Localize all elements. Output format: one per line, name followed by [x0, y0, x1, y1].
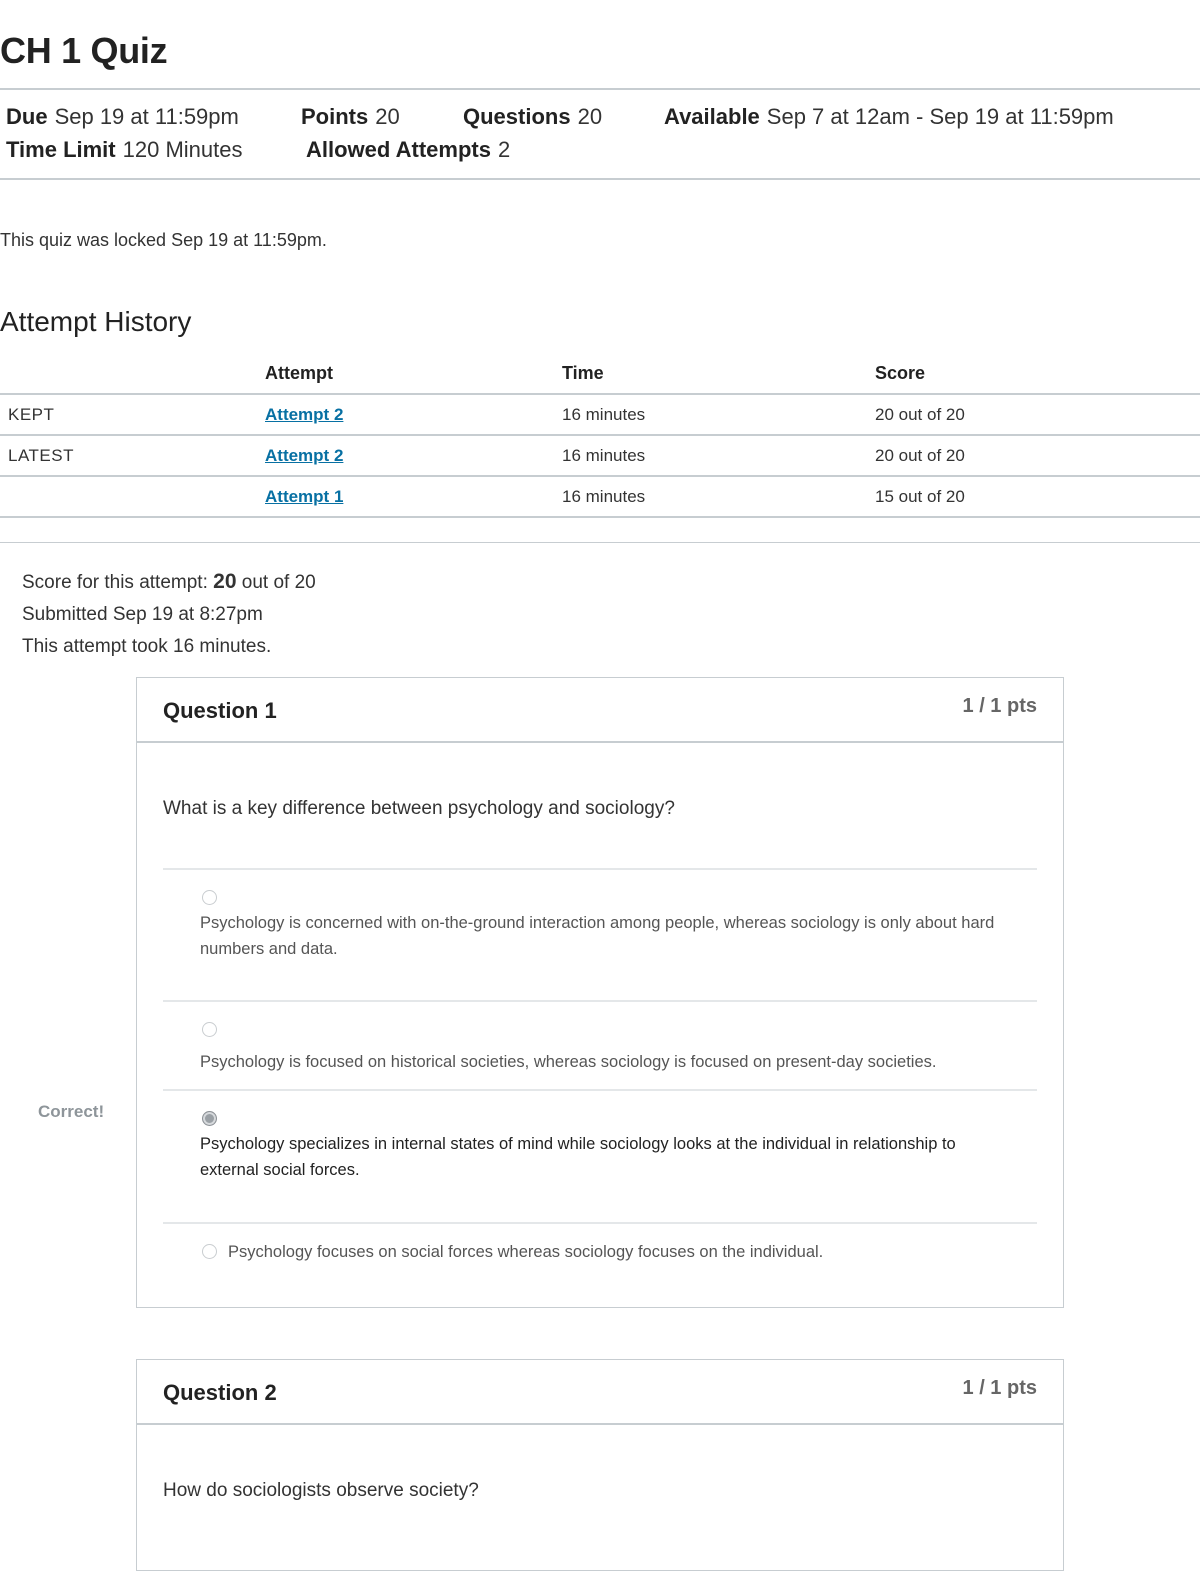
questions-detail: [463, 104, 602, 130]
allowed-attempts-value: 2: [497, 137, 511, 162]
question-header: [137, 678, 1063, 743]
question-1-card: [136, 677, 1064, 1308]
score-suffix: out of 20: [241, 572, 316, 593]
answer-divider: [163, 1089, 1037, 1091]
answer-option-selected: Psychology specializes in internal states of mind while sociology looks at the individual in relationship to external social forces.: [200, 1135, 956, 1179]
question-2-card: [136, 1359, 1064, 1571]
available-value: Sep 7 at 12am - Sep 19 at 11:59pm: [766, 104, 1114, 129]
table-divider: [0, 516, 1200, 518]
time-limit-label: Time Limit: [6, 137, 116, 162]
score-value: 20: [213, 570, 237, 593]
attempt-score: 20 out of 20: [875, 446, 965, 465]
column-header-time: Time: [562, 363, 604, 383]
divider: [0, 542, 1200, 543]
answer-option: Psychology focuses on social forces whereas sociology focuses on the individual.: [228, 1243, 824, 1261]
attempt-score-summary: [22, 570, 316, 594]
question-header: [137, 1360, 1063, 1425]
attempt-time: 16 minutes: [562, 446, 646, 465]
points-detail: [301, 104, 400, 130]
time-limit-detail: [6, 137, 242, 163]
correct-answer-flag: Correct!: [38, 1102, 105, 1121]
answer-option: Psychology is focused on historical societies, whereas sociology is focused on present-day societies.: [200, 1053, 937, 1071]
questions-value: 20: [577, 104, 603, 129]
questions-label: Questions: [463, 104, 571, 129]
available-detail: [664, 104, 1114, 130]
answer-radio-selected[interactable]: [202, 1111, 217, 1126]
time-limit-value: 120 Minutes: [122, 137, 243, 162]
attempt-score: 20 out of 20: [875, 405, 965, 424]
attempt-time: 16 minutes: [562, 405, 646, 424]
table-row[interactable]: [265, 446, 343, 466]
score-prefix: Score for this attempt:: [22, 572, 208, 593]
answer-divider: [163, 1222, 1037, 1224]
answer-radio[interactable]: [202, 1244, 217, 1259]
due-value: Sep 19 at 11:59pm: [54, 104, 239, 129]
table-row[interactable]: [265, 487, 343, 507]
submitted-time: Submitted Sep 19 at 8:27pm: [22, 604, 263, 625]
points-value: 20: [375, 104, 400, 129]
due-label: Due: [6, 104, 48, 129]
column-header-score: Score: [875, 363, 926, 383]
due-detail: [6, 104, 239, 130]
question-points: 1 / 1 pts: [962, 1377, 1037, 1399]
row-tag-kept: KEPT: [8, 405, 55, 424]
table-row[interactable]: [265, 405, 343, 425]
divider: [0, 178, 1200, 180]
attempt-duration: This attempt took 16 minutes.: [22, 636, 272, 657]
attempt-score: 15 out of 20: [875, 487, 965, 506]
question-points: 1 / 1 pts: [962, 695, 1037, 717]
answer-divider: [163, 868, 1037, 870]
attempt-history-heading: Attempt History: [0, 306, 192, 337]
column-header-attempt: Attempt: [265, 363, 333, 383]
divider: [0, 88, 1200, 90]
answer-divider: [163, 1000, 1037, 1002]
answer-radio[interactable]: [202, 1022, 217, 1037]
answer-radio[interactable]: [202, 890, 217, 905]
available-label: Available: [664, 104, 760, 129]
answer-option: Psychology is concerned with on-the-ground interaction among people, whereas sociology is only about hard numbers and data.: [200, 914, 995, 958]
allowed-attempts-detail: [306, 137, 510, 163]
table-divider: [0, 475, 1200, 477]
table-divider: [0, 393, 1200, 395]
attempt-link[interactable]: Attempt 1: [265, 487, 344, 506]
allowed-attempts-label: Allowed Attempts: [306, 137, 491, 162]
question-text: How do sociologists observe society?: [163, 1480, 479, 1501]
page-title: CH 1 Quiz: [0, 30, 168, 71]
locked-note: This quiz was locked Sep 19 at 11:59pm.: [0, 230, 327, 250]
row-tag-latest: LATEST: [8, 446, 74, 465]
attempt-link[interactable]: Attempt 2: [265, 405, 344, 424]
question-title: Question 1: [163, 698, 277, 723]
points-label: Points: [301, 104, 369, 129]
attempt-link[interactable]: Attempt 2: [265, 446, 344, 465]
question-title: Question 2: [163, 1380, 277, 1405]
question-text: What is a key difference between psychology and sociology?: [163, 798, 675, 819]
table-divider: [0, 434, 1200, 436]
attempt-time: 16 minutes: [562, 487, 646, 506]
